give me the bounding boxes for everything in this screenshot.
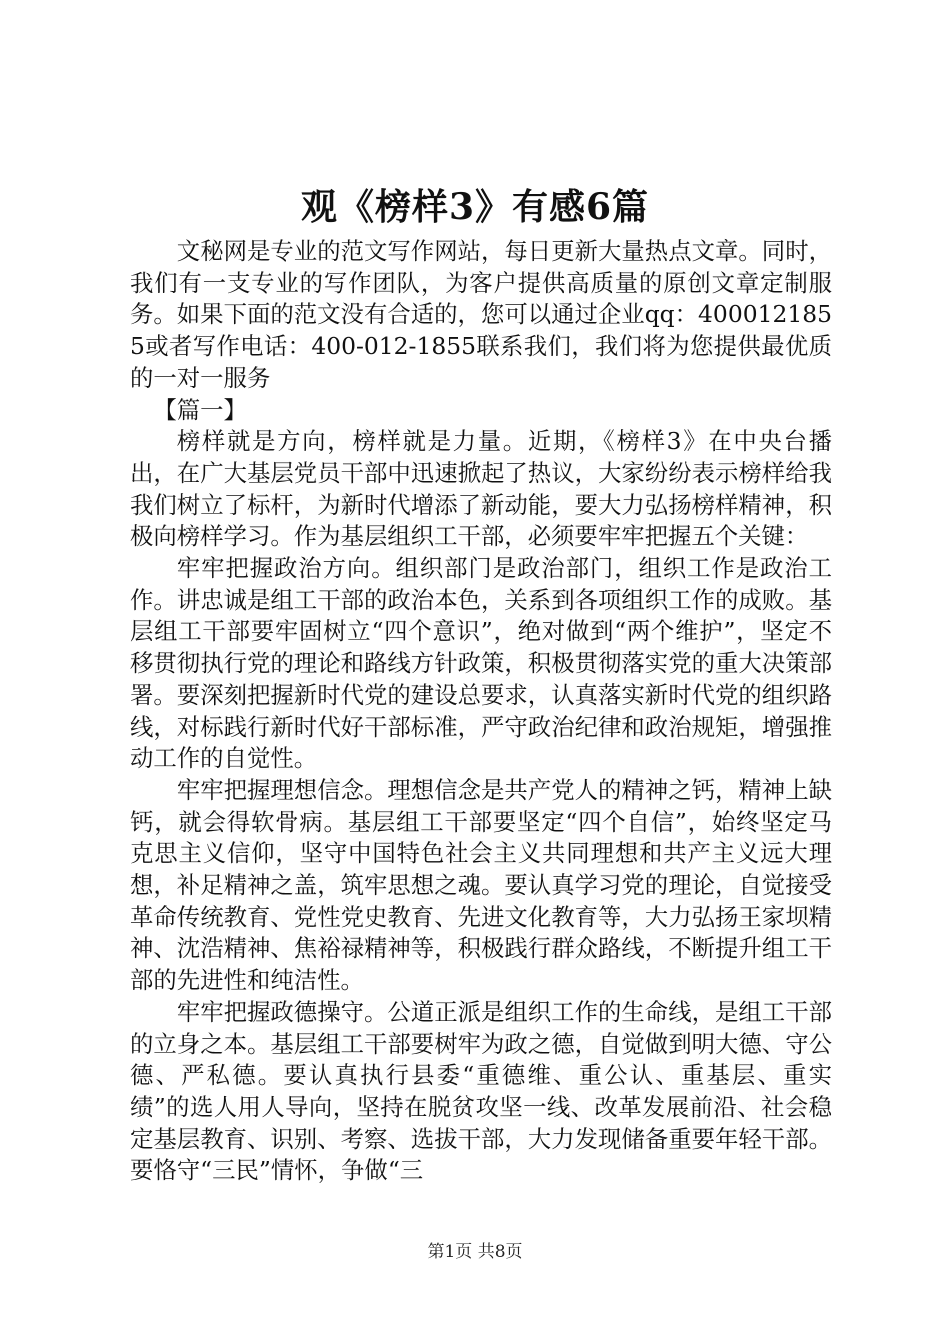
page-number-footer: 第1页 共8页	[427, 1242, 523, 1262]
body-paragraph: 牢牢把握政德操守。公道正派是组织工作的生命线，是组工干部的立身之本。基层组工干部要树牢为政之德，自觉做到明大德、守公德、严私德。要认真执行县委“重德维、重公认、重基层、重实绩”的选人用人导向，坚持在脱贫攻坚一线、改革发展前沿、社会稳定基层教育、识别、考察、选拔干部，大力发现储备重要年轻干部。要恪守“三民”情怀，争做“三	[130, 997, 832, 1185]
document-body	[130, 236, 832, 1187]
intro-paragraph: 文秘网是专业的范文写作网站，每日更新大量热点文章。同时，我们有一支专业的写作团队，为客户提供高质量的原创文章定制服务。如果下面的范文没有合适的，您可以通过企业qq：4000121855或者写作电话：400-012-1855联系我们，我们将为您提供最优质的一对一服务	[130, 237, 832, 392]
document-title: 观《榜样3》有感6篇	[300, 186, 650, 228]
section-heading: 【篇一】	[153, 395, 247, 424]
body-paragraph: 榜样就是方向，榜样就是力量。近期，《榜样3》在中央台播出，在广大基层党员干部中迅速掀起了热议，大家纷纷表示榜样给我我们树立了标杆，为新时代增添了新动能，要大力弘扬榜样精神，积极向榜样学习。作为基层组织工干部，必须要牢牢把握五个关键：	[130, 427, 832, 551]
body-paragraph: 牢牢把握政治方向。组织部门是政治部门，组织工作是政治工作。讲忠诚是组工干部的政治本色，关系到各项组织工作的成败。基层组工干部要牢固树立“四个意识”，绝对做到“两个维护”，坚定不移贯彻执行党的理论和路线方针政策，积极贯彻落实党的重大决策部署。要深刻把握新时代党的建设总要求，认真落实新时代党的组织路线，对标践行新时代好干部标准，严守政治纪律和政治规矩，增强推动工作的自觉性。	[130, 554, 832, 773]
body-paragraph: 牢牢把握理想信念。理想信念是共产党人的精神之钙，精神上缺钙，就会得软骨病。基层组工干部要坚定“四个自信”，始终坚定马克思主义信仰，坚守中国特色社会主义共同理想和共产主义远大理想，补足精神之盖，筑牢思想之魂。要认真学习党的理论，自觉接受革命传统教育、党性党史教育、先进文化教育等，大力弘扬王家坝精神、沈浩精神、焦裕禄精神等，积极践行群众路线，不断提升组工干部的先进性和纯洁性。	[130, 775, 832, 995]
